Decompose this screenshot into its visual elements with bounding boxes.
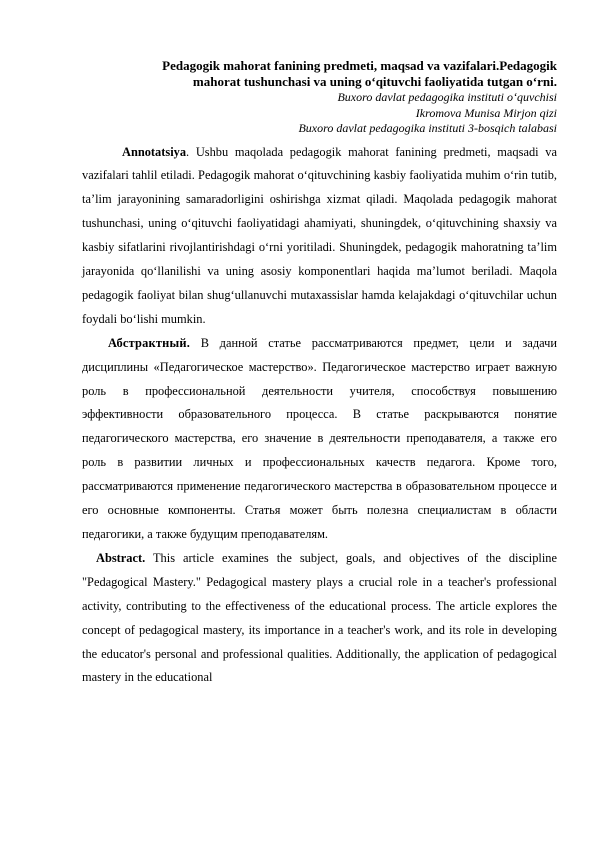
author-block [82, 90, 557, 137]
english-abstract-text: This article examines the subject, goals, and objectives of the discipline "Pedagogical Mastery." Pedagogical mastery plays a crucial role in a teacher's professional activity, contributing to the effectiveness of the educational process. The article explores the concept of pedagogical mastery, its importance in a teacher's work, and its role in developing the educator's personal and professional qualities. Additionally, the application of pedagogical mastery in the educational [82, 550, 557, 685]
russian-abstract-heading: Абстрактный. [108, 335, 191, 350]
title-line-2: mahorat tushunchasi va uning o‘qituvchi faoliyatida tutgan o‘rni. [192, 74, 557, 89]
title-line-1: Pedagogik mahorat fanining predmeti, maqsad va vazifalari.Pedagogik [162, 58, 557, 73]
affiliation-line-1: Buxoro davlat pedagogika instituti o‘quvchisi [337, 90, 557, 104]
affiliation-line-2: Buxoro davlat pedagogika instituti 3-bosqich talabasi [298, 121, 557, 135]
annotation-heading: Annotatsiya [122, 144, 187, 159]
russian-abstract-text: В данной статье рассматриваются предмет, цели и задачи дисциплины «Педагогическое мастерство». Педагогическое мастерство играет важную роль в профессиональной деятельности учителя, способствуя повышению эффективности образовательного процесса. В статье раскрываются понятие педагогического мастерства, его значение в деятельности преподавателя, а также его роль в развитии личных и профессиональных качеств педагога. Кроме того, рассматриваются применение педагогического мастерства в образовательном процессе и его основные компоненты. Статья может быть полезна специалистам в области педагогики, а также будущим преподавателям. [82, 335, 557, 541]
author-name: Ikromova Munisa Mirjon qizi [415, 105, 557, 120]
document-page [82, 0, 557, 690]
english-abstract-heading: Abstract. [96, 550, 146, 565]
english-abstract-paragraph [82, 547, 557, 690]
russian-abstract-paragraph [82, 332, 557, 547]
annotation-text: . Ushbu maqolada pedagogik mahorat fanining predmeti, maqsadi va vazifalari tahlil etiladi. Pedagogik mahorat o‘qituvchining kasbiy faoliyatida muhim o‘rin tutib, ta’lim jarayonining samaradorligini oshirishga xizmat qiladi. Maqolada pedagogik mahorat tushunchasi, uning o‘qituvchi faoliyatidagi ahamiyati, shuningdek, o‘qituvchining shaxsiy va kasbiy sifatlarini rivojlantirishdagi o‘rni yoritiladi. Shuningdek, pedagogik mahoratning ta’lim jarayonida qo‘llanilishi va uning asosiy komponentlari haqida ma’lumot beriladi. Maqola pedagogik faoliyat bilan shug‘ullanuvchi mutaxassislar hamda kelajakdagi o‘qituvchilar uchun foydali bo‘lishi mumkin. [82, 144, 557, 326]
annotation-paragraph [82, 141, 557, 332]
paper-title [82, 58, 557, 90]
